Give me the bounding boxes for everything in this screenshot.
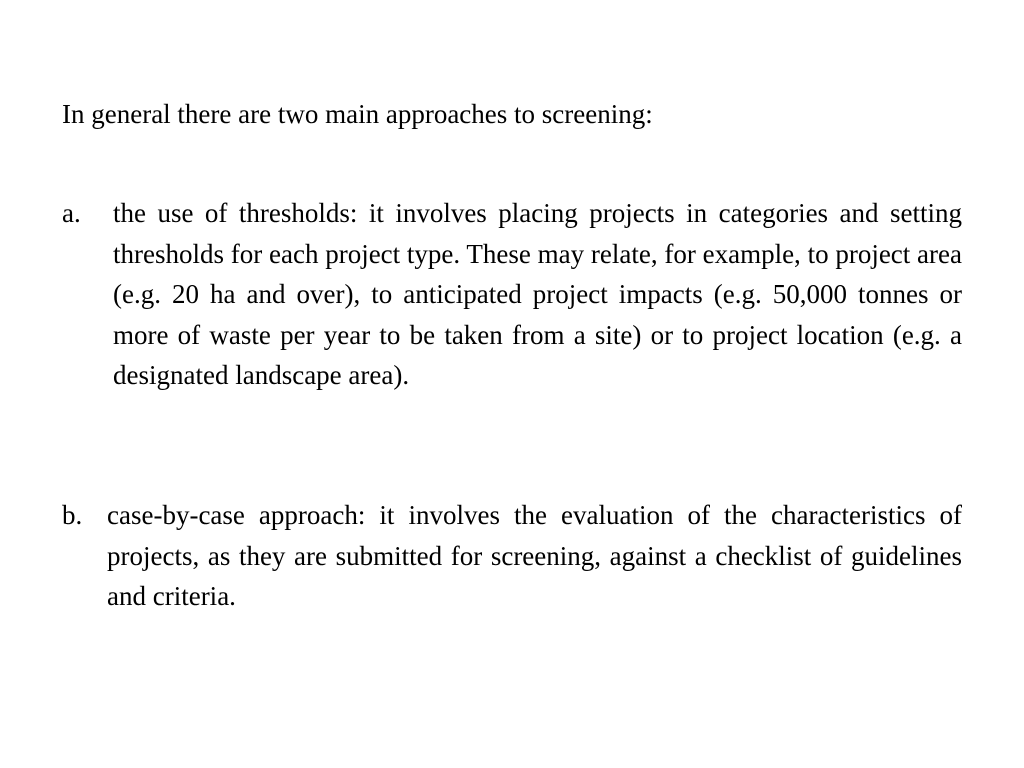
list-item-a xyxy=(62,193,962,396)
list-marker-b: b. xyxy=(62,500,83,530)
list-text-a: the use of thresholds: it involves placing projects in categories and setting thresholds for each project type. These may relate, for example, to project area (e.g. 20 ha and over), to anticipated project impacts (e.g. 50,000 tonnes or more of waste per year to be taken from a site) or to project location (e.g. a designated landscape area). xyxy=(113,198,962,390)
list-text-b: case-by-case approach: it involves the evaluation of the characteristics of projects, as they are submitted for screening, against a checklist of guidelines and criteria. xyxy=(107,500,962,611)
list-item-b xyxy=(62,495,962,617)
list-marker-a: a. xyxy=(62,198,81,228)
intro-paragraph: In general there are two main approaches to screening: xyxy=(62,99,653,129)
